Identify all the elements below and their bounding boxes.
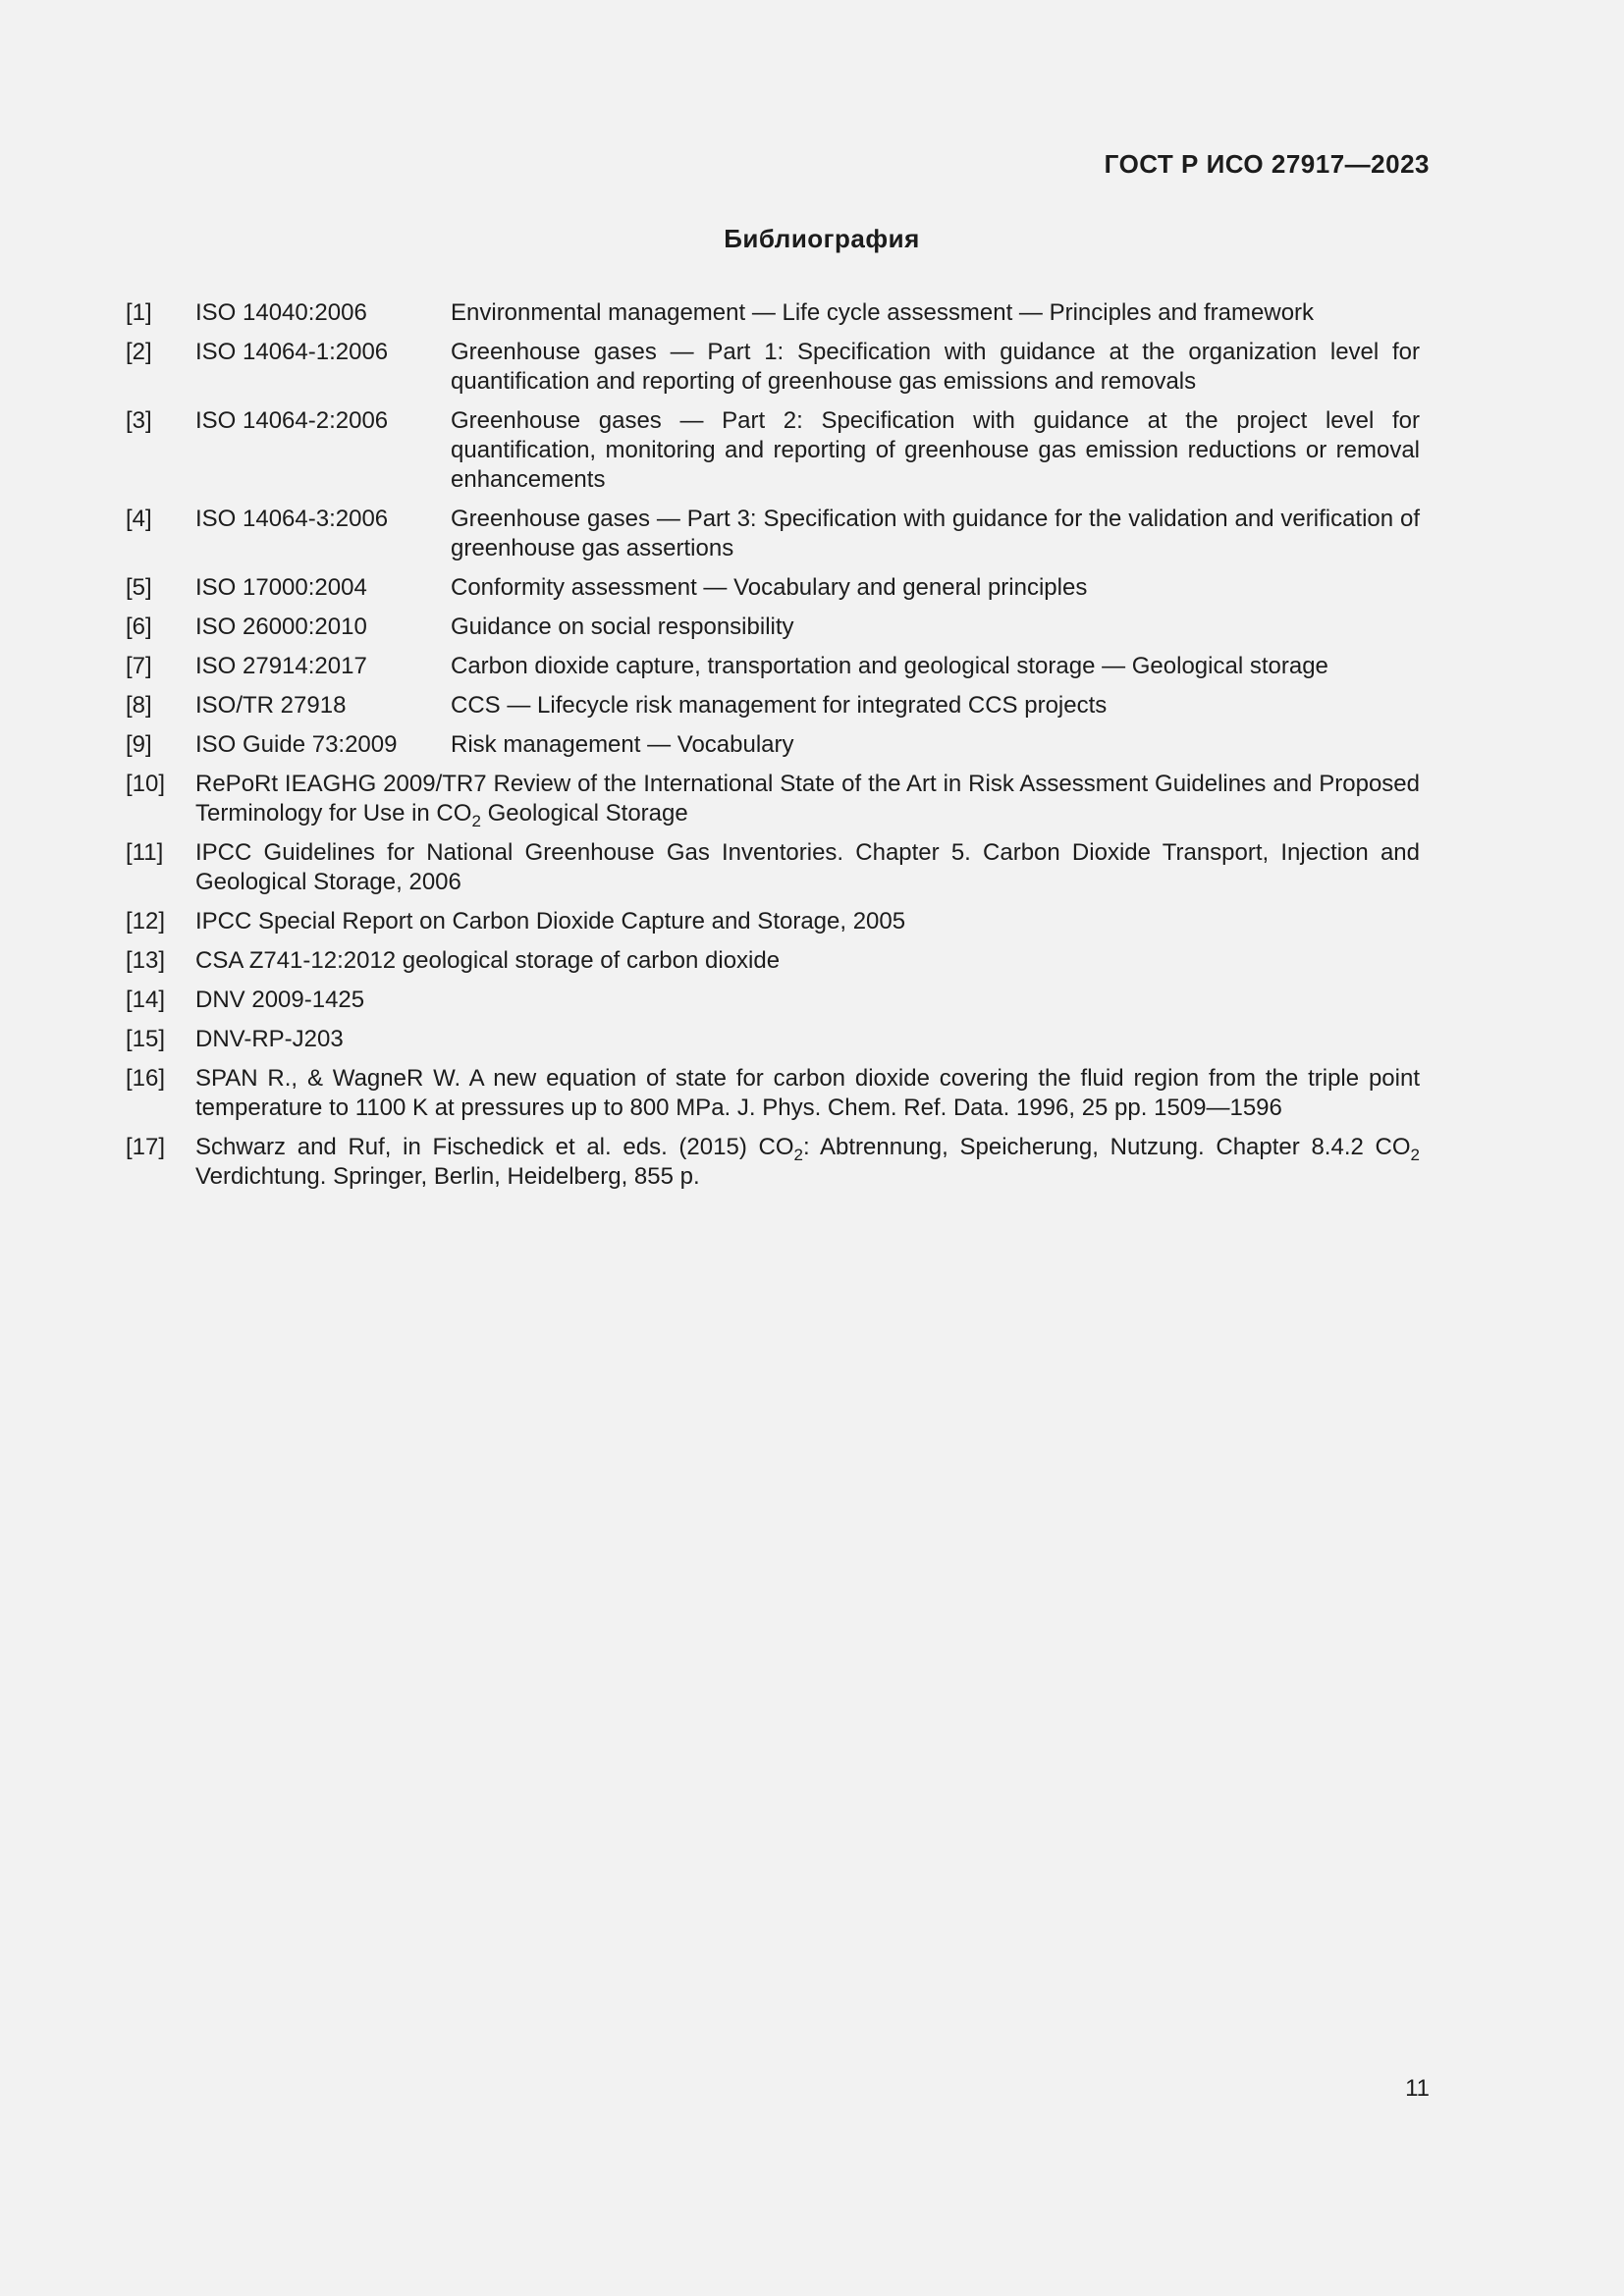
entry-text <box>195 770 1420 828</box>
bibliography-entry-16 <box>126 1064 1420 1123</box>
entry-number: [4] <box>126 506 152 532</box>
bibliography-entry-9 <box>126 730 1420 760</box>
entry-title: Environmental management — Life cycle assessment — Principles and framework <box>451 299 1315 326</box>
entry-text-part: RePoRt IEAGHG 2009/TR7 Review of the International State of the Art in Risk Assessment Guidelines and Proposed Terminology for Use in CO <box>195 771 1420 827</box>
entry-code: ISO 14064-1:2006 <box>195 339 389 365</box>
entry-number: [9] <box>126 731 152 758</box>
entry-text: IPCC Special Report on Carbon Dioxide Capture and Storage, 2005 <box>195 908 906 934</box>
entry-code: ISO 14064-3:2006 <box>195 506 389 532</box>
entry-title: Greenhouse gases — Part 1: Specification with guidance at the organization level for quantification and reporting of greenhouse gas emissions and removals <box>451 339 1420 395</box>
page-number: 11 <box>1405 2075 1430 2102</box>
entry-text <box>195 1133 1420 1192</box>
bibliography-entry-10 <box>126 770 1420 828</box>
entry-number: [12] <box>126 908 166 934</box>
entry-title: CCS — Lifecycle risk management for integrated CCS projects <box>451 692 1108 719</box>
entry-number: [3] <box>126 407 152 434</box>
entry-title: Risk management — Vocabulary <box>451 731 794 758</box>
bibliography-entry-12 <box>126 907 1420 936</box>
entry-number: [17] <box>126 1134 166 1160</box>
subscript: 2 <box>471 812 481 830</box>
entry-text: CSA Z741-12:2012 geological storage of carbon dioxide <box>195 947 781 974</box>
bibliography-list <box>126 298 1420 1201</box>
entry-number: [11] <box>126 839 164 866</box>
section-heading: Библиография <box>724 224 920 253</box>
entry-text: DNV-RP-J203 <box>195 1026 344 1052</box>
entry-text: DNV 2009-1425 <box>195 987 365 1013</box>
entry-code: ISO 14040:2006 <box>195 299 367 326</box>
bibliography-entry-4 <box>126 505 1420 563</box>
entry-code: ISO 26000:2010 <box>195 614 367 640</box>
entry-number: [14] <box>126 987 166 1013</box>
bibliography-entry-15 <box>126 1025 1420 1054</box>
entry-number: [16] <box>126 1065 166 1092</box>
bibliography-entry-2 <box>126 338 1420 397</box>
bibliography-entry-8 <box>126 691 1420 721</box>
bibliography-entry-13 <box>126 946 1420 976</box>
entry-code: ISO 14064-2:2006 <box>195 407 389 434</box>
entry-title: Conformity assessment — Vocabulary and general principles <box>451 574 1088 601</box>
bibliography-entry-17 <box>126 1133 1420 1192</box>
entry-number: [1] <box>126 299 152 326</box>
bibliography-entry-5 <box>126 573 1420 603</box>
document-code: ГОСТ Р ИСО 27917—2023 <box>1104 149 1430 179</box>
entry-number: [5] <box>126 574 152 601</box>
entry-code: ISO 17000:2004 <box>195 574 367 601</box>
entry-number: [8] <box>126 692 152 719</box>
entry-text-part: : Abtrennung, Speicherung, Nutzung. Chapter 8.4.2 CO <box>802 1134 1411 1160</box>
subscript: 2 <box>1410 1146 1421 1164</box>
bibliography-entry-6 <box>126 613 1420 642</box>
entry-title: Greenhouse gases — Part 2: Specification with guidance at the project level for quantification, monitoring and reporting of greenhouse gas emission reductions or removal enhancements <box>451 407 1420 493</box>
entry-title: Guidance on social responsibility <box>451 614 794 640</box>
entry-title: Carbon dioxide capture, transportation and geological storage — Geological storage <box>451 653 1328 679</box>
bibliography-entry-7 <box>126 652 1420 681</box>
bibliography-entry-11 <box>126 838 1420 897</box>
entry-code: ISO/TR 27918 <box>195 692 347 719</box>
entry-text: SPAN R., & WagneR W. A new equation of state for carbon dioxide covering the fluid region from the triple point temperature to 1100 K at pressures up to 800 MPa. J. Phys. Chem. Ref. Data. 1996, 25 pp. 1509—1596 <box>195 1065 1420 1121</box>
bibliography-entry-14 <box>126 986 1420 1015</box>
entry-number: [13] <box>126 947 166 974</box>
entry-text-part: Geological Storage <box>480 800 688 827</box>
entry-code: ISO Guide 73:2009 <box>195 731 398 758</box>
bibliography-entry-3 <box>126 406 1420 495</box>
entry-text: IPCC Guidelines for National Greenhouse Gas Inventories. Chapter 5. Carbon Dioxide Transport, Injection and Geological Storage, 2006 <box>195 839 1420 895</box>
entry-title: Greenhouse gases — Part 3: Specification with guidance for the validation and verification of greenhouse gas assertions <box>451 506 1420 561</box>
entry-text-part: Verdichtung. Springer, Berlin, Heidelberg, 855 p. <box>195 1163 700 1190</box>
entry-text-part: Schwarz and Ruf, in Fischedick et al. eds. (2015) CO <box>195 1134 794 1160</box>
entry-code: ISO 27914:2017 <box>195 653 367 679</box>
subscript: 2 <box>793 1146 803 1164</box>
entry-number: [2] <box>126 339 152 365</box>
entry-number: [6] <box>126 614 152 640</box>
entry-number: [10] <box>126 771 166 797</box>
bibliography-entry-1 <box>126 298 1420 328</box>
entry-number: [7] <box>126 653 152 679</box>
entry-number: [15] <box>126 1026 166 1052</box>
